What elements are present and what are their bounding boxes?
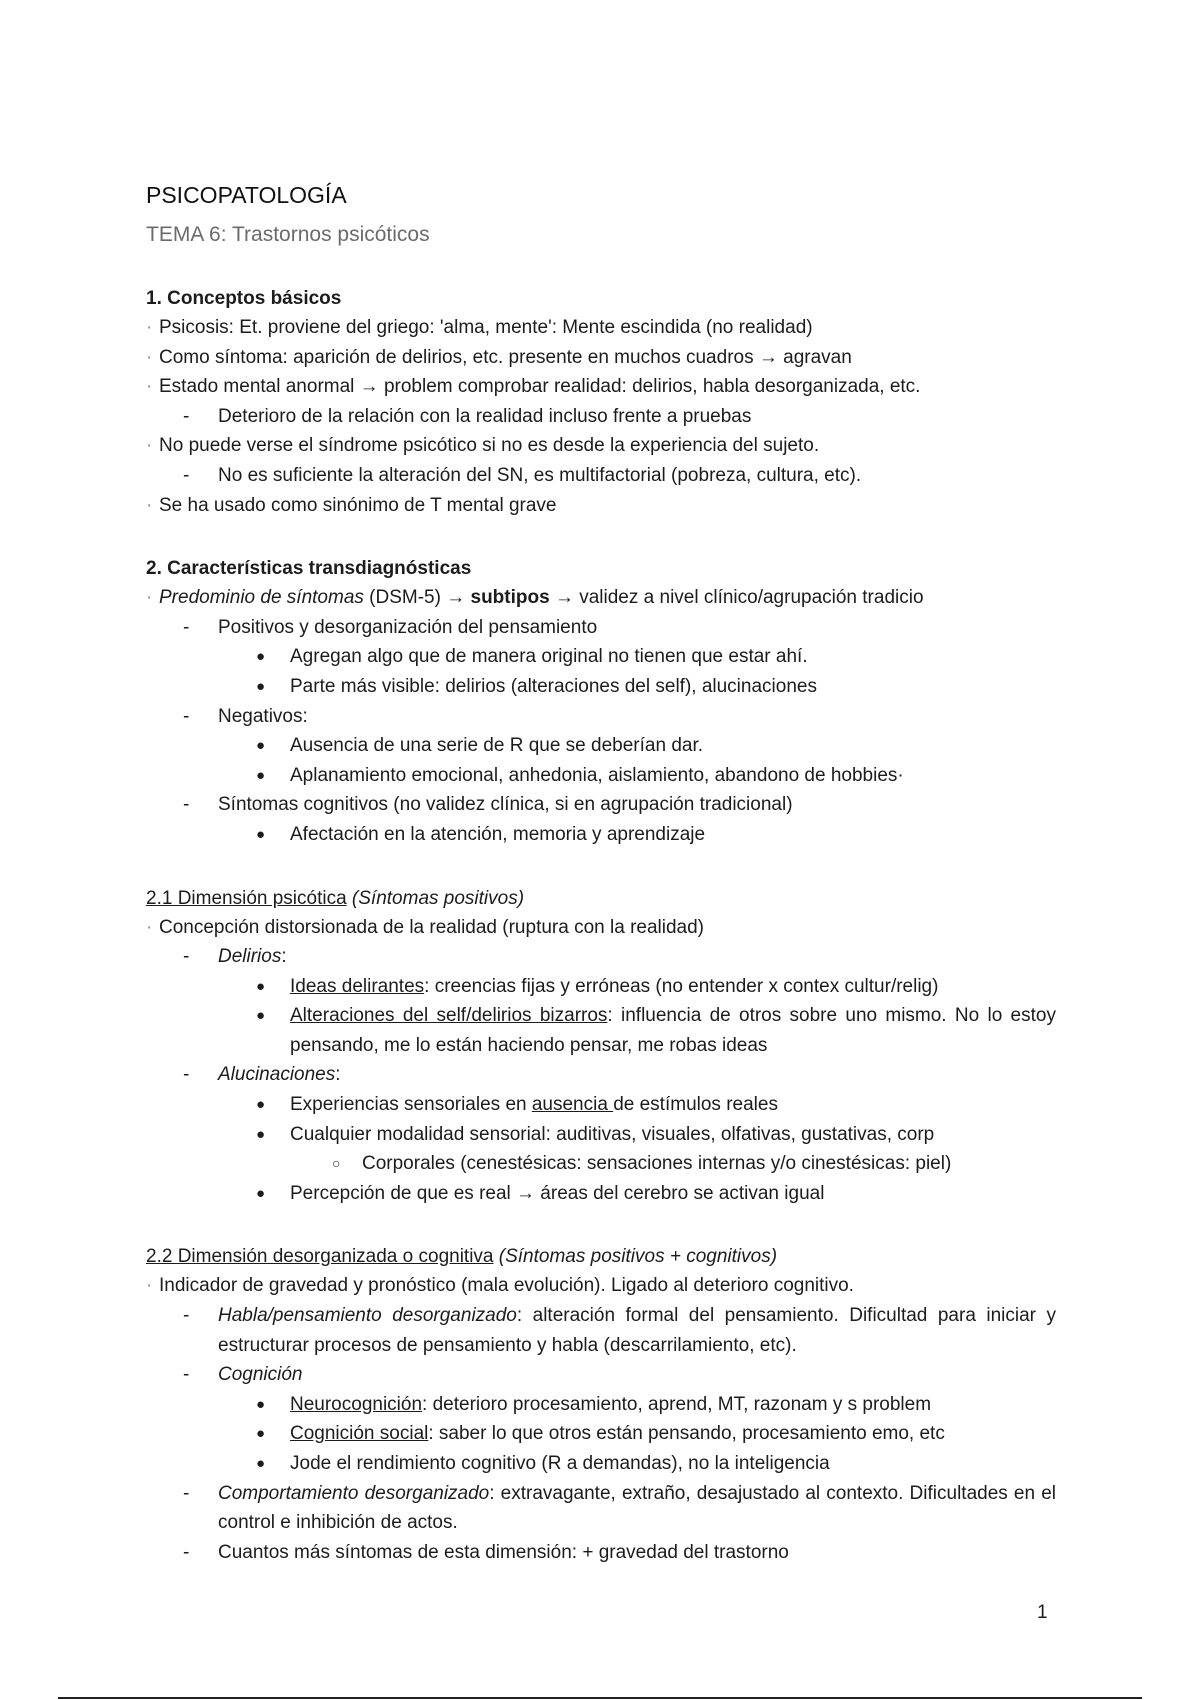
bullet-marker: ● <box>256 977 266 995</box>
bullet-item: ● Experiencias sensoriales en ausencia de estímulos reales <box>146 1090 1056 1120</box>
sub-list-item: - Delirios: <box>146 942 1056 972</box>
list-item: · Como síntoma: aparición de delirios, etc. presente en muchos cuadros → agravan <box>146 343 1056 373</box>
document-title: PSICOPATOLOGÍA <box>146 182 347 208</box>
bullet-marker: ● <box>256 1125 266 1143</box>
sub-list-item: - Alucinaciones: <box>146 1060 1056 1090</box>
bullet-marker: ● <box>256 1007 266 1025</box>
section-dimension-psicotica <box>146 884 1056 1209</box>
bullet-item: ● Ausencia de una serie de R que se deberían dar. <box>146 731 1056 761</box>
dash-marker: - <box>183 616 190 638</box>
list-item: · Predominio de síntomas (DSM-5) → subtipos → validez a nivel clínico/agrupación tradicio <box>146 583 1056 613</box>
sub-list-item: - Cognición <box>146 1360 1056 1390</box>
dash-marker: - <box>183 1064 190 1086</box>
dash-marker: - <box>183 1305 190 1327</box>
section-heading: 2. Características transdiagnósticas <box>146 558 472 580</box>
bullet-marker: ● <box>256 825 266 843</box>
dash-marker: - <box>183 794 190 816</box>
circle-item: ○ Corporales (cenestésicas: sensaciones internas y/o cinestésicas: piel) <box>146 1149 1056 1179</box>
section-heading: 1. Conceptos básicos <box>146 288 342 309</box>
bullet-item: ● Ideas delirantes: creencias fijas y erróneas (no entender x contex cultur/relig) <box>146 972 1056 1002</box>
circle-marker: ○ <box>332 1155 341 1172</box>
bullet-item: ● Afectación en la atención, memoria y aprendizaje <box>146 820 1056 850</box>
subsection-heading: 2.2 Dimensión desorganizada o cognitiva (Síntomas positivos + cognitivos) <box>146 1246 778 1268</box>
subsection-heading: 2.1 Dimensión psicótica (Síntomas positivos) <box>146 887 525 909</box>
bullet-item: ● Aplanamiento emocional, anhedonia, aislamiento, abandono de hobbies· <box>146 761 1056 791</box>
bullet-item: ● Jode el rendimiento cognitivo (R a demandas), no la inteligencia <box>146 1449 1056 1479</box>
list-item: · Estado mental anormal → problem comprobar realidad: delirios, habla desorganizada, etc. <box>146 372 1056 402</box>
sub-list-item: - Síntomas cognitivos (no validez clínica, si en agrupación tradicional) <box>146 790 1056 820</box>
bullet-item: ● Agregan algo que de manera original no tienen que estar ahí. <box>146 642 1056 672</box>
dash-marker: - <box>183 946 190 968</box>
footer-divider <box>58 1697 1142 1699</box>
bullet-item: ● Cognición social: saber lo que otros están pensando, procesamiento emo, etc <box>146 1419 1056 1449</box>
dash-marker: - <box>183 464 190 486</box>
document-page <box>146 180 1056 1567</box>
sub-list-item: - Negativos: <box>146 702 1056 732</box>
bullet-marker: ● <box>256 1395 266 1413</box>
bullet-item: ● Cualquier modalidad sensorial: auditivas, visuales, olfativas, gustativas, corp <box>146 1120 1056 1150</box>
dash-marker: - <box>183 405 190 427</box>
bullet-marker: ● <box>256 677 266 695</box>
dash-marker: - <box>183 1482 190 1504</box>
bullet-marker: ● <box>256 766 266 784</box>
sub-list-item: - No es suficiente la alteración del SN, es multifactorial (pobreza, cultura, etc). <box>146 461 1056 491</box>
list-item: · Psicosis: Et. proviene del griego: 'alma, mente': Mente escindida (no realidad) <box>146 313 1056 343</box>
list-item: · Concepción distorsionada de la realidad (ruptura con la realidad) <box>146 913 1056 943</box>
section-conceptos-basicos <box>146 284 1056 520</box>
page-number: 1 <box>1037 1602 1048 1623</box>
sub-list-item: - Positivos y desorganización del pensamiento <box>146 613 1056 643</box>
bullet-marker: ● <box>256 737 266 755</box>
sub-list-item: - Deterioro de la relación con la realidad incluso frente a pruebas <box>146 402 1056 432</box>
list-item: · Indicador de gravedad y pronóstico (mala evolución). Ligado al deterioro cognitivo. <box>146 1271 1056 1301</box>
dash-marker: - <box>183 1541 190 1563</box>
bullet-marker: ● <box>256 648 266 666</box>
bullet-marker: ● <box>256 1096 266 1114</box>
list-item: · Se ha usado como sinónimo de T mental grave <box>146 491 1056 521</box>
sub-list-item: - Habla/pensamiento desorganizado: alteración formal del pensamiento. Dificultad para iniciar y estructurar procesos de pensamiento y habla (descarrilamiento, etc). <box>146 1301 1056 1360</box>
sub-list-item: - Comportamiento desorganizado: extravagante, extraño, desajustado al contexto. Dificultades en el control e inhibición de actos. <box>146 1479 1056 1538</box>
dash-marker: - <box>183 1364 190 1386</box>
bullet-item: ● Alteraciones del self/delirios bizarros: influencia de otros sobre uno mismo. No lo estoy pensando, me lo están haciendo pensar, me robas ideas <box>146 1001 1056 1060</box>
sub-list-item: - Cuantos más síntomas de esta dimensión: + gravedad del trastorno <box>146 1538 1056 1568</box>
bullet-item: ● Neurocognición: deterioro procesamiento, aprend, MT, razonam y s problem <box>146 1390 1056 1420</box>
bullet-item: ● Parte más visible: delirios (alteraciones del self), alucinaciones <box>146 672 1056 702</box>
dash-marker: - <box>183 705 190 727</box>
document-subtitle: TEMA 6: Trastornos psicóticos <box>146 223 430 246</box>
bullet-item: ● Percepción de que es real → áreas del cerebro se activan igual <box>146 1179 1056 1209</box>
list-item: · No puede verse el síndrome psicótico si no es desde la experiencia del sujeto. <box>146 431 1056 461</box>
bullet-marker: ● <box>256 1455 266 1472</box>
bullet-marker: ● <box>256 1184 266 1202</box>
section-dimension-desorganizada <box>146 1242 1056 1567</box>
bullet-marker: ● <box>256 1425 266 1443</box>
section-caracteristicas <box>146 554 1056 849</box>
